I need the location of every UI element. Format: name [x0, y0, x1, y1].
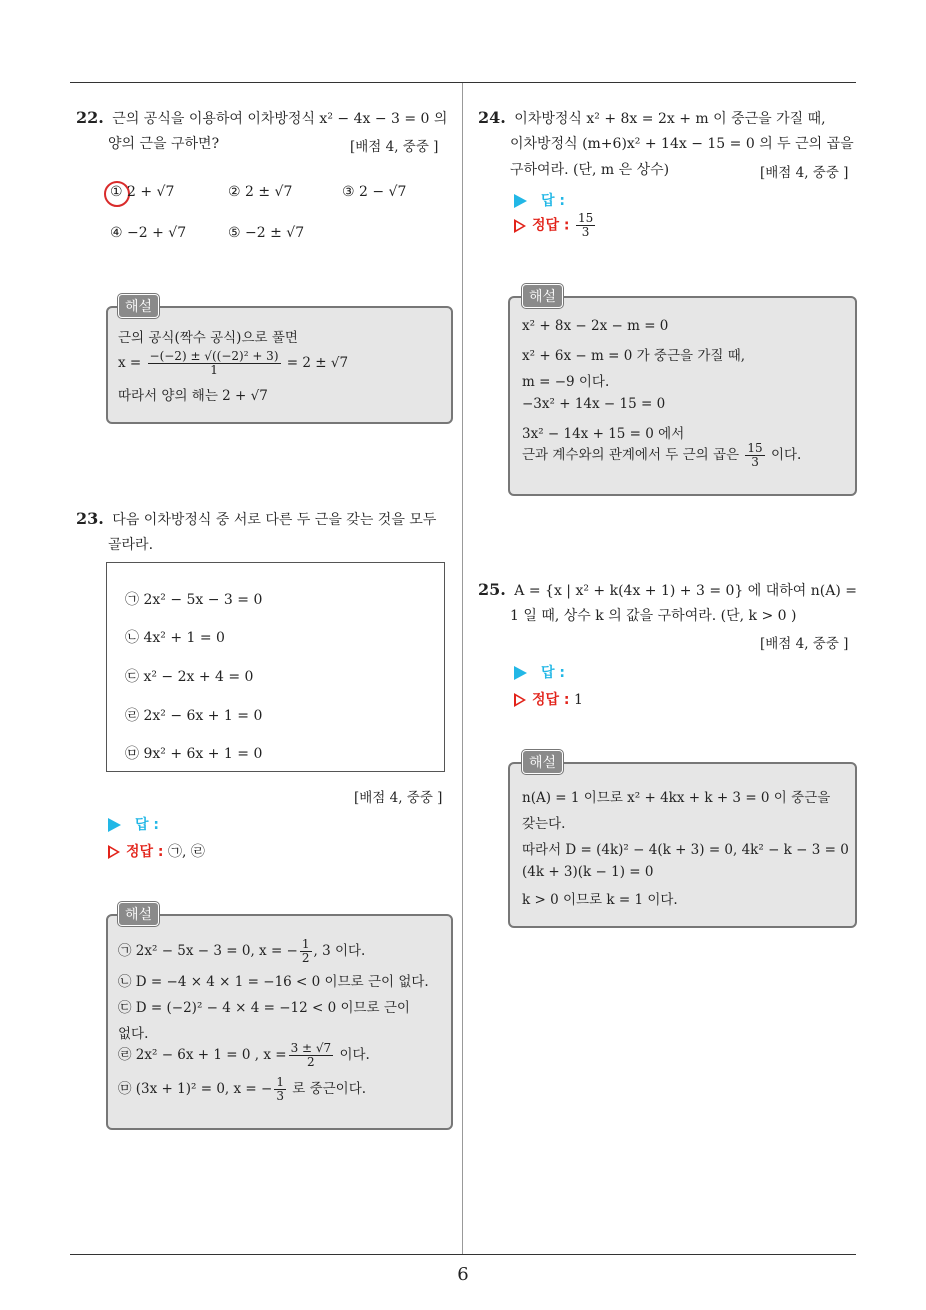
- correct-value: ㉠, ㉣: [167, 844, 205, 860]
- numerator: 3 ± √7: [290, 1041, 332, 1055]
- explanation-line: [118, 1042, 370, 1069]
- explanation-line: x² + 6x − m = 0 가 중근을 가질 때,: [522, 348, 746, 364]
- question-22: [76, 106, 447, 131]
- items-box: [106, 562, 445, 772]
- triangle-icon: [514, 194, 527, 208]
- explanation-line: 없다.: [118, 1026, 149, 1042]
- explanation-line: 따라서 D = (4k)² − 4(k + 3) = 0, 4k² − k − 3 = 0: [522, 842, 849, 858]
- item-5: ㉤ 9x² + 6x + 1 = 0: [125, 746, 263, 762]
- answer-row: [514, 662, 565, 682]
- numerator: −(−2) ± √((−2)² + 3): [149, 349, 279, 363]
- fraction: [745, 442, 764, 469]
- correct-label: 정답 :: [532, 692, 570, 708]
- answer-label: 답 :: [135, 817, 159, 833]
- question-number: 23.: [76, 509, 104, 528]
- explanation-line: 따라서 양의 해는 2 + √7: [118, 388, 268, 404]
- column-divider: [462, 83, 463, 1255]
- triangle-icon: [514, 666, 527, 680]
- answer-row: [514, 190, 565, 210]
- explanation-line: 근의 공식(짝수 공식)으로 풀면: [118, 330, 298, 346]
- text: ㉠ 2x² − 5x − 3 = 0, x = −: [118, 943, 298, 959]
- correct-row: [514, 212, 597, 239]
- explanation-line: [118, 938, 365, 965]
- explanation-line: m = −9 이다.: [522, 374, 610, 390]
- question-23-line2: 골라라.: [108, 537, 154, 553]
- score-label: [배점 4, 중중 ]: [760, 636, 849, 652]
- answer-label: 답 :: [541, 665, 565, 681]
- question-24: [478, 106, 826, 131]
- item-3: ㉢ x² − 2x + 4 = 0: [125, 669, 254, 685]
- denominator: 2: [307, 1055, 315, 1069]
- explanation-line: 갖는다.: [522, 816, 566, 832]
- question-25-line2: 1 일 때, 상수 k 의 값을 구하여라. (단, k > 0 ): [510, 608, 797, 624]
- question-25: [478, 578, 857, 603]
- triangle-outline-icon: [108, 845, 120, 859]
- question-text-line1: 이차방정식 x² + 8x = 2x + m 이 중근을 가질 때,: [514, 111, 826, 127]
- fraction: [289, 1042, 334, 1069]
- choice-4[interactable]: ④ −2 + √7: [110, 225, 187, 241]
- question-24-line2: 이차방정식 (m+6)x² + 14x − 15 = 0 의 두 근의 곱을: [510, 136, 854, 152]
- score-label: [배점 4, 중중 ]: [354, 790, 443, 806]
- denominator: 3: [581, 225, 590, 239]
- text: , 3 이다.: [313, 943, 366, 959]
- explanation-tag: 해설: [522, 750, 563, 774]
- question-22-line2: 양의 근을 구하면?: [108, 136, 220, 152]
- question-23: [76, 507, 436, 532]
- score-label: [배점 4, 중중 ]: [350, 139, 439, 155]
- text: ㉤ (3x + 1)² = 0, x = −: [118, 1081, 273, 1097]
- fraction: [300, 938, 312, 965]
- correct-fraction: [576, 212, 595, 239]
- explanation-line: −3x² + 14x − 15 = 0: [522, 396, 666, 412]
- numerator: 15: [747, 441, 763, 455]
- item-1: ㉠ 2x² − 5x − 3 = 0: [125, 592, 263, 608]
- triangle-icon: [108, 818, 121, 832]
- choice-2[interactable]: ② 2 ± √7: [228, 184, 293, 200]
- answer-row: [108, 814, 159, 834]
- fraction: [148, 350, 281, 377]
- bottom-rule: [70, 1254, 856, 1255]
- text: 근과 계수와의 관계에서 두 근의 곱은: [522, 447, 740, 463]
- choice-3[interactable]: ③ 2 − √7: [342, 184, 407, 200]
- correct-value: 1: [573, 692, 583, 708]
- denominator: 3: [276, 1089, 284, 1103]
- text: 이다.: [339, 1047, 370, 1063]
- explanation-line: n(A) = 1 이므로 x² + 4kx + k + 3 = 0 이 중근을: [522, 790, 831, 806]
- question-text-line1: 다음 이차방정식 중 서로 다른 두 근을 갖는 것을 모두: [112, 512, 437, 528]
- explanation-line: ㉡ D = −4 × 4 × 1 = −16 < 0 이므로 근이 없다.: [118, 974, 429, 990]
- text: 이다.: [770, 447, 802, 463]
- question-24-line3: 구하여라. (단, m 은 상수): [510, 162, 670, 178]
- explanation-line: [118, 1076, 366, 1103]
- question-text-line1: A = {x | x² + k(4x + 1) + 3 = 0} 에 대하여 n(A) =: [514, 583, 858, 599]
- triangle-outline-icon: [514, 693, 526, 707]
- explanation-line: 3x² − 14x + 15 = 0 에서: [522, 426, 685, 442]
- explanation-line: k > 0 이므로 k = 1 이다.: [522, 892, 678, 908]
- numerator: 1: [276, 1075, 284, 1089]
- choice-1[interactable]: ① 2 + √7: [110, 184, 175, 200]
- denominator: 2: [301, 951, 310, 965]
- explanation-line: x² + 8x − 2x − m = 0: [522, 318, 669, 334]
- correct-label: 정답 :: [126, 844, 164, 860]
- choice-5[interactable]: ⑤ −2 ± √7: [228, 225, 305, 241]
- explanation-line: (4k + 3)(k − 1) = 0: [522, 864, 654, 880]
- denominator: 3: [751, 455, 759, 469]
- numerator: 1: [301, 937, 310, 951]
- explanation-line: ㉢ D = (−2)² − 4 × 4 = −12 < 0 이므로 근이: [118, 1000, 410, 1016]
- explanation-tag: 해설: [522, 284, 563, 308]
- numerator: 15: [577, 211, 594, 225]
- score-label: [배점 4, 중중 ]: [760, 165, 849, 181]
- question-number: 25.: [478, 580, 506, 599]
- denominator: 1: [210, 363, 218, 377]
- correct-label: 정답 :: [532, 217, 570, 234]
- explanation-tag: 해설: [118, 294, 159, 318]
- top-rule: [70, 82, 856, 83]
- correct-row: [108, 841, 205, 861]
- item-4: ㉣ 2x² − 6x + 1 = 0: [125, 708, 263, 724]
- text: 로 중근이다.: [292, 1081, 367, 1097]
- text: ㉣ 2x² − 6x + 1 = 0 , x =: [118, 1047, 287, 1063]
- item-2: ㉡ 4x² + 1 = 0: [125, 630, 225, 646]
- question-number: 24.: [478, 108, 506, 127]
- explanation-line: [118, 350, 348, 377]
- formula-left: x =: [118, 355, 142, 371]
- explanation-line: [522, 442, 801, 469]
- triangle-outline-icon: [514, 219, 526, 233]
- question-text-line1: 근의 공식을 이용하여 이차방정식 x² − 4x − 3 = 0 의: [112, 111, 448, 127]
- fraction: [274, 1076, 286, 1103]
- formula-right: = 2 ± √7: [286, 355, 349, 371]
- question-number: 22.: [76, 108, 104, 127]
- page-number: 6: [457, 1264, 469, 1285]
- answer-label: 답 :: [541, 193, 565, 209]
- explanation-tag: 해설: [118, 902, 159, 926]
- correct-row: [514, 689, 583, 709]
